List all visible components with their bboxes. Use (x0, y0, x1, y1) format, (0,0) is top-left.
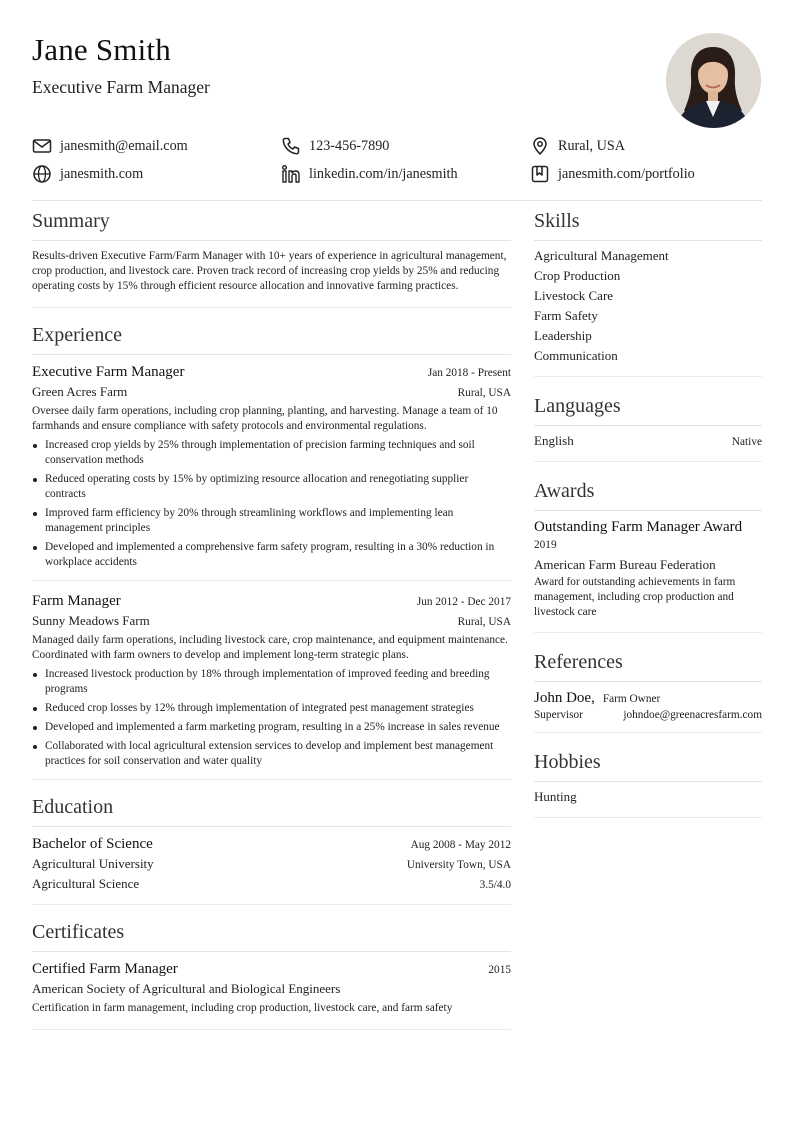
certificate-year: 2015 (488, 964, 511, 976)
mail-icon (32, 136, 52, 156)
divider (32, 904, 511, 905)
job-title: Executive Farm Manager (32, 77, 210, 97)
job-location: Rural, USA (457, 616, 511, 628)
languages-heading: Languages (534, 395, 621, 417)
achievement-item: Reduced operating costs by 15% by optimizing resource allocation and renegotiating supplier contracts (32, 472, 511, 502)
school-name: Agricultural University (32, 856, 154, 871)
education-section (32, 794, 511, 905)
job-description: Managed daily farm operations, including livestock care, crop maintenance, and equipment maintenance. Coordinated with farm owners to develop and implement long-term strategic plans. (32, 634, 508, 661)
experience-heading: Experience (32, 324, 122, 346)
divider (32, 307, 511, 308)
skill-item: Agricultural Management (534, 248, 669, 263)
job-dates: Jan 2018 - Present (427, 367, 511, 379)
job-description: Oversee daily farm operations, including crop planning, planting, and harvesting. Manage a team of 10 farmhands and ensure compliance with safety protocols and environmental regulations. (32, 405, 498, 432)
contact-location-text: Rural, USA (558, 137, 625, 154)
skill-item: Livestock Care (534, 288, 614, 303)
education-dates: Aug 2008 - May 2012 (410, 839, 511, 851)
award-name: Outstanding Farm Manager Award (534, 519, 743, 535)
main-column (32, 208, 511, 1030)
experience-item (32, 362, 511, 581)
field-of-study: Agricultural Science (32, 876, 140, 891)
job-dates: Jun 2012 - Dec 2017 (416, 596, 511, 608)
contact-portfolio-text: janesmith.com/portfolio (558, 165, 695, 182)
skill-item: Crop Production (534, 268, 621, 283)
company-name: Sunny Meadows Farm (32, 613, 150, 628)
language-level: Native (731, 436, 762, 448)
divider (534, 510, 762, 511)
achievement-list (32, 438, 511, 570)
divider (32, 240, 511, 241)
portfolio-icon (530, 164, 550, 184)
divider (534, 681, 762, 682)
references-heading: References (534, 651, 623, 673)
contact-phone-text: 123-456-7890 (309, 137, 390, 154)
divider (32, 1029, 511, 1030)
divider (534, 732, 762, 733)
achievement-item: Reduced crop losses by 12% through implementation of integrated pest management strategies (32, 701, 511, 716)
achievement-item: Improved farm efficiency by 20% through streamlining workflows and implementing lean management principles (32, 506, 511, 536)
divider (534, 781, 762, 782)
award-year: 2019 (534, 539, 557, 551)
education-item (32, 834, 511, 894)
language-item (534, 431, 762, 451)
languages-section (534, 393, 762, 462)
reference-role: Farm Owner (602, 693, 661, 705)
divider (32, 826, 511, 827)
experience-section (32, 322, 511, 780)
degree: Bachelor of Science (32, 836, 153, 852)
divider (32, 779, 511, 780)
summary-text: Results-driven Executive Farm/Farm Manager with 10+ years of experience in agricultural management, crop production, and livestock care. Proven track record of increasing crop yields by 25% and reducing operating costs by 15% through efficient resource allocation and innovative farming practices. (32, 250, 507, 292)
awards-heading: Awards (534, 480, 595, 502)
certificate-issuer: American Society of Agricultural and Biological Engineers (32, 981, 341, 996)
hobby-item: Hunting (534, 789, 577, 804)
divider (32, 951, 511, 952)
company-name: Green Acres Farm (32, 384, 128, 399)
skill-item: Farm Safety (534, 308, 598, 323)
contact-email[interactable] (32, 136, 188, 156)
school-location: University Town, USA (406, 859, 511, 871)
achievement-item: Collaborated with local agricultural extension services to develop and implement best management practices for soil conservation and water quality (32, 739, 511, 769)
certificate-name: Certified Farm Manager (32, 961, 178, 977)
skills-heading: Skills (534, 210, 580, 232)
award-issuer: American Farm Bureau Federation (534, 557, 716, 572)
reference-name: John Doe, (534, 690, 595, 706)
job-title: Executive Farm Manager (32, 364, 185, 380)
awards-section (534, 478, 762, 633)
summary-section (32, 208, 511, 308)
divider (534, 817, 762, 818)
job-location: Rural, USA (457, 387, 511, 399)
achievement-item: Increased crop yields by 25% through implementation of precision farming techniques and soil conservation methods (32, 438, 511, 468)
location-icon (530, 136, 550, 156)
skills-section (534, 208, 762, 377)
award-item (534, 517, 762, 620)
divider (32, 580, 511, 581)
linkedin-icon (281, 164, 301, 184)
summary-heading: Summary (32, 210, 110, 232)
achievement-item: Developed and implemented a comprehensive farm safety program, resulting in a 30% reduction in workplace accidents (32, 540, 511, 570)
divider (534, 461, 762, 462)
certificate-description: Certification in farm management, including crop production, livestock care, and farm safety (32, 1002, 453, 1014)
reference-relation: Supervisor (534, 709, 583, 721)
hobbies-heading: Hobbies (534, 751, 601, 773)
divider (534, 425, 762, 426)
contact-portfolio[interactable] (530, 164, 695, 184)
contact-website-text: janesmith.com (60, 165, 144, 182)
skills-list (534, 246, 762, 366)
gpa: 3.5/4.0 (479, 879, 511, 891)
contact-phone[interactable] (281, 136, 389, 156)
contact-linkedin[interactable] (281, 164, 458, 184)
phone-icon (281, 136, 301, 156)
divider (534, 240, 762, 241)
globe-icon (32, 164, 52, 184)
candidate-name: Jane Smith (32, 32, 171, 67)
references-section (534, 649, 762, 733)
hobbies-section (534, 749, 762, 818)
award-description: Award for outstanding achievements in farm management, including crop production and livestock care (534, 576, 736, 618)
divider (32, 354, 511, 355)
certificates-section (32, 919, 511, 1030)
reference-email[interactable]: johndoe@greenacresfarm.com (623, 709, 762, 721)
contact-location (530, 136, 625, 156)
certificate-item (32, 959, 511, 1016)
profile-photo (666, 33, 761, 128)
skill-item: Communication (534, 348, 618, 363)
achievement-list (32, 667, 511, 769)
sidebar-column (534, 208, 762, 818)
hobbies-list (534, 787, 762, 807)
contact-linkedin-text: linkedin.com/in/janesmith (309, 165, 458, 182)
job-title: Farm Manager (32, 593, 121, 609)
education-heading: Education (32, 796, 114, 818)
contact-email-text: janesmith@email.com (60, 137, 188, 154)
skill-item: Leadership (534, 328, 592, 343)
language-name: English (534, 433, 574, 448)
divider (534, 632, 762, 633)
contact-website[interactable] (32, 164, 143, 184)
reference-item (534, 688, 762, 721)
experience-item (32, 591, 511, 780)
divider (534, 376, 762, 377)
achievement-item: Increased livestock production by 18% through implementation of improved feeding and breeding programs (32, 667, 511, 697)
certificates-heading: Certificates (32, 921, 125, 943)
achievement-item: Developed and implemented a farm marketing program, resulting in a 25% increase in sales revenue (32, 720, 511, 735)
header-divider (32, 200, 762, 201)
